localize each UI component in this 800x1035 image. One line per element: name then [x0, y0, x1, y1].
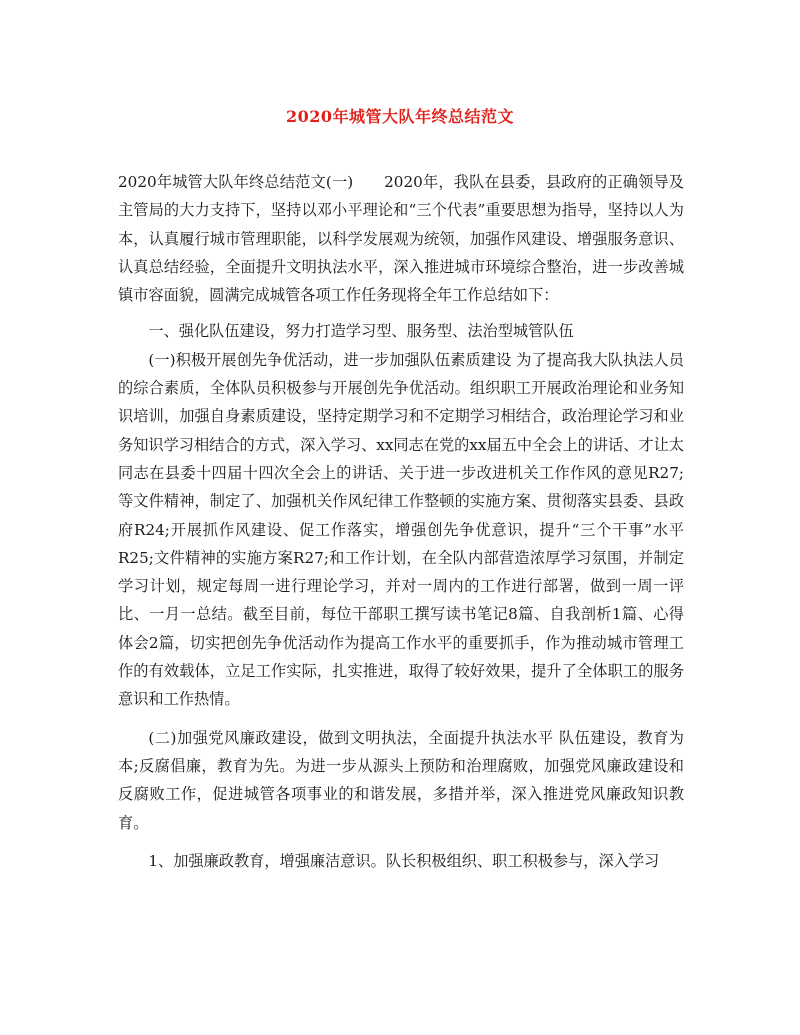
paragraph-item-1: 1、加强廉政教育，增强廉洁意识。队长积极组织、职工积极参与，深入学习 — [148, 851, 660, 870]
paragraph-intro: 2020年城管大队年终总结范文(一) 2020年，我队在县委，县政府的正确领导及主管局的大力支持下，坚持以邓小平理论和“三个代表”重要思想为指导，坚持以人为本，认真履行城市管理职能，以科学发展观为统领，加强作风建设、增强服务意识、认真总结经验，全面提升文明执法水平，深入推进城市环境综合整治，进一步改善城镇市容面貌，圆满完成城管各项工作任务现将全年工作总结如下： — [118, 173, 684, 305]
document-title: 2020年城管大队年终总结范文 — [285, 107, 515, 126]
section-heading-1: 一、强化队伍建设，努力打造学习型、服务型、法治型城管队伍 — [148, 322, 574, 341]
paragraph-section-1-1: (一)积极开展创先争优活动，进一步加强队伍素质建设 为了提高我大队执法人员的综合素质，全体队员积极参与开展创先争优活动。组织职工开展政治理论和业务知识培训，加强自身素质建设，坚持定期学习和不定期学习相结合，政治理论学习和业务知识学习相结合的方式，深入学习、xx同志在党的xx届五中全会上的讲话、才让太同志在县委十四届十四次全会上的讲话、关于进一步改进机关工作作风的意见R27;等文件精神，制定了、加强机关作风纪律工作整顿的实施方案、贯彻落实县委、县政府R24;开展抓作风建设、促工作落实，增强创先争优意识，提升“三个干事”水平R25;文件精神的实施方案R27;和工作计划，在全队内部营造浓厚学习氛围，并制定学习计划，规定每周一进行理论学习，并对一周内的工作进行部署，做到一周一评比、一月一总结。截至目前，每位干部职工撰写读书笔记8篇、自我剖析1篇、心得体会2篇，切实把创先争优活动作为提高工作水平的重要抓手，作为推动城市管理工作的有效载体，立足工作实际，扎实推进，取得了较好效果，提升了全体职工的服务意识和工作热情。 — [118, 350, 684, 709]
paragraph-section-1-2: (二)加强党风廉政建设，做到文明执法，全面提升执法水平 队伍建设，教育为本;反腐倡廉，教育为先。为进一步从源头上预防和治理腐败，加强党风廉政建设和反腐败工作，促进城管各项事业的和谐发展，多措并举，深入推进党风廉政知识教育。 — [118, 728, 684, 832]
document-body — [118, 168, 684, 875]
